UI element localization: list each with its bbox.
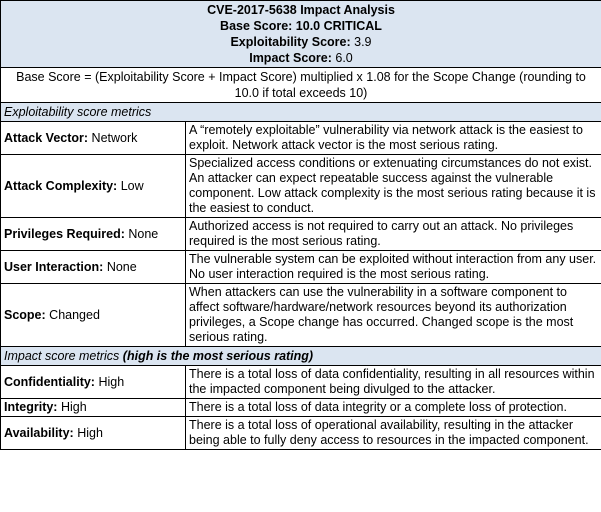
metric-name-cell	[1, 251, 186, 284]
metric-description: The vulnerable system can be exploited without interaction from any user. No user interaction required is the most serious rating.	[186, 251, 601, 284]
metric-row-integrity	[1, 399, 601, 417]
metric-label: Confidentiality:	[4, 374, 95, 389]
metric-label: Scope:	[4, 307, 46, 322]
impact-score-label: Impact Score:	[249, 51, 332, 65]
metric-label: Availability:	[4, 425, 74, 440]
impact-section-note: (high is the most serious rating)	[122, 349, 314, 363]
metric-description: Authorized access is not required to carry out an attack. No privileges required is the most serious rating.	[186, 218, 601, 251]
metric-name-cell	[1, 155, 186, 218]
base-score-label: Base Score:	[220, 19, 293, 33]
metric-name-cell	[1, 218, 186, 251]
metric-value: Changed	[49, 307, 100, 322]
metric-row-scope	[1, 284, 601, 347]
metric-row-availability	[1, 417, 601, 450]
impact-section-title: Impact score metrics	[4, 349, 120, 363]
metric-value: High	[98, 374, 125, 389]
metric-label: User Interaction:	[4, 259, 104, 274]
base-score-value: 10.0 CRITICAL	[295, 19, 382, 33]
metric-row-attack-complexity	[1, 155, 601, 218]
metric-description: There is a total loss of data integrity or a complete loss of protection.	[186, 399, 601, 417]
exploitability-score-label: Exploitability Score:	[230, 35, 351, 49]
metric-name-cell	[1, 417, 186, 450]
metric-description: A “remotely exploitable” vulnerability via network attack is the easiest to exploit. Network attack vector is the most serious rating.	[186, 122, 601, 155]
metric-row-attack-vector	[1, 122, 601, 155]
metric-value: High	[77, 425, 103, 440]
metric-description: There is a total loss of data confidentiality, resulting in all resources within the impacted component being divulged to the attacker.	[186, 366, 601, 399]
exploitability-score-value: 3.9	[354, 35, 372, 49]
metric-value: High	[60, 400, 87, 414]
metric-value: Network	[91, 130, 138, 145]
metric-label: Attack Complexity:	[4, 178, 118, 193]
exploitability-score-line	[4, 34, 598, 50]
metric-value: None	[106, 259, 137, 274]
metric-description: When attackers can use the vulnerability in a software component to affect software/hardware/network resources beyond its authorization privileges, a Scope change has occurred. Changed scope is the most serious rating.	[186, 284, 601, 347]
header-row	[1, 1, 601, 68]
metric-label: Attack Vector:	[4, 130, 89, 145]
metric-label: Integrity:	[4, 400, 58, 414]
impact-score-value: 6.0	[335, 51, 353, 65]
metric-name-cell	[1, 122, 186, 155]
header-cell	[1, 1, 601, 68]
base-score-line	[4, 18, 598, 34]
metric-description: Specialized access conditions or extenuating circumstances do not exist. An attacker can expect repeatable success against the vulnerable component. Low attack complexity is the most serious rating because it is the easiest to conduct.	[186, 155, 601, 218]
metric-value: Low	[120, 178, 144, 193]
score-formula: Base Score = (Exploitability Score + Impact Score) multiplied x 1.08 for the Scope Change (rounding to 10.0 if total exceeds 10)	[1, 68, 601, 103]
exploitability-section-heading: Exploitability score metrics	[1, 103, 601, 122]
metric-row-confidentiality	[1, 366, 601, 399]
metric-name-cell	[1, 399, 186, 417]
section-row-exploitability	[1, 103, 601, 122]
formula-row	[1, 68, 601, 103]
impact-section-heading	[1, 347, 601, 366]
metric-description: There is a total loss of operational availability, resulting in the attacker being able to fully deny access to resources in the impacted component.	[186, 417, 601, 450]
impact-score-line	[4, 50, 598, 66]
metric-row-user-interaction	[1, 251, 601, 284]
metric-name-cell	[1, 284, 186, 347]
metric-label: Privileges Required:	[4, 226, 125, 241]
section-row-impact	[1, 347, 601, 366]
metric-row-privileges-required	[1, 218, 601, 251]
metric-name-cell	[1, 366, 186, 399]
table-title: CVE-2017-5638 Impact Analysis	[207, 3, 395, 17]
metric-value: None	[128, 226, 159, 241]
